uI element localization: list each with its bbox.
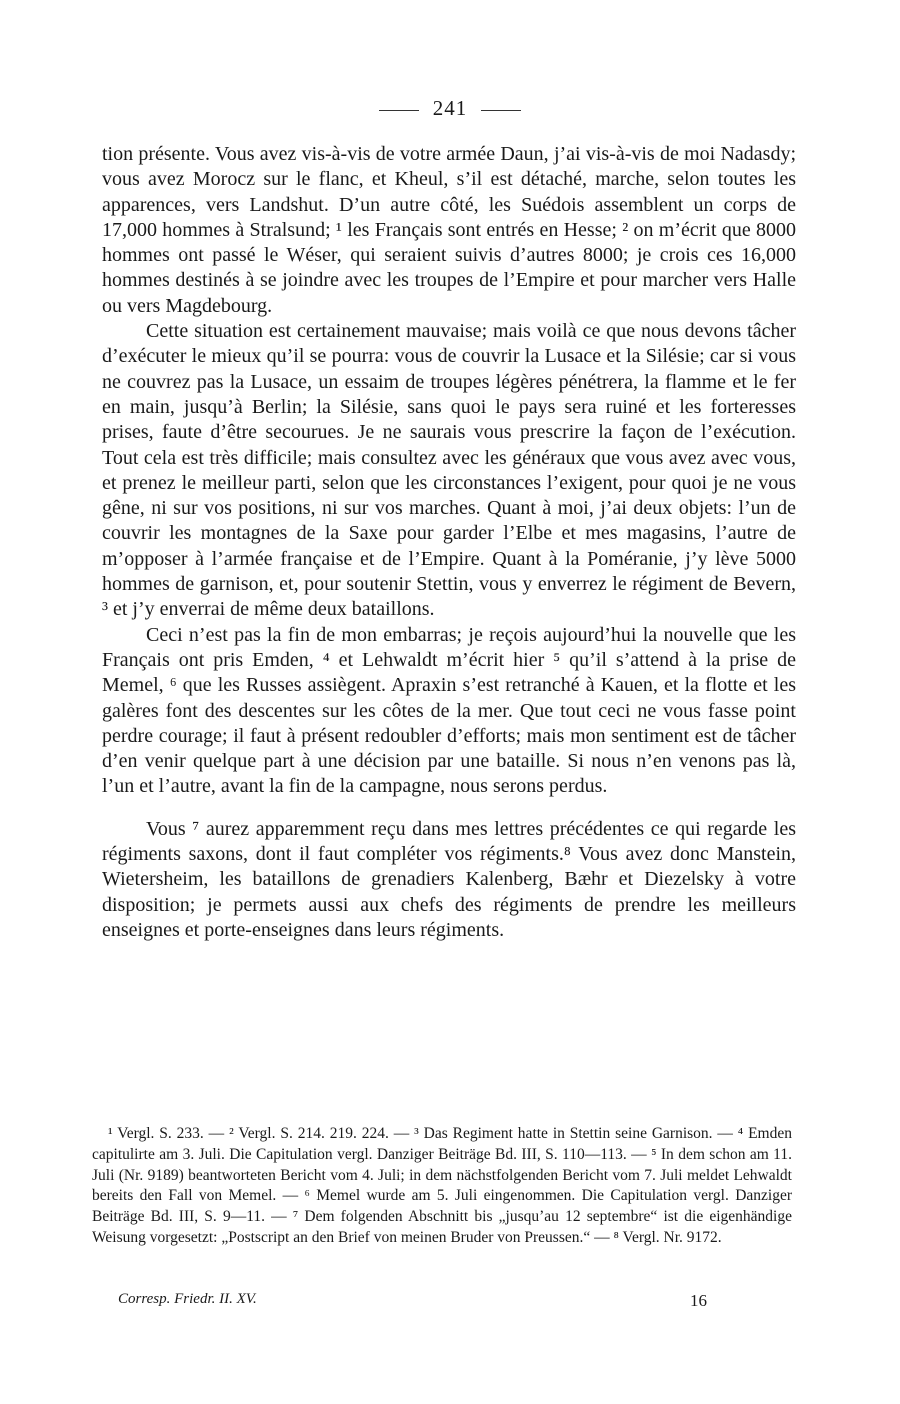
signature-mark: 16 [690,1291,707,1310]
page-footer [118,1291,718,1308]
paragraph-1: tion présente. Vous avez vis-à-vis de votre armée Daun, j’ai vis-à-vis de moi Nadasdy; vous avez Morocz sur le flanc, et Kheul, s’il est détaché, marche, selon toutes les apparences, vers Landshut. D’un autre côté, les Suédois assemblent un corps de 17,000 hommes à Stralsund; ¹ les Français sont entrés en Hesse; ² on m’écrit que 8000 hommes ont passé le Wéser, qui seraient suivis d’autres 8000; je crois ces 16,000 hommes destinés à se joindre avec les troupes de l’Empire et pour marcher vers Halle ou vers Magdebourg. [102,143,796,317]
body-text [102,142,796,943]
page-number: 241 [432,96,468,120]
header-rule-left [379,110,419,111]
page-header [0,96,900,121]
paragraph-4: Vous ⁷ aurez apparemment reçu dans mes lettres précédentes ce qui regarde les régiments saxons, dont il faut compléter vos régiments.⁸ Vous avez donc Manstein, Wietersheim, les bataillons de grenadiers Kalenberg, Bæhr et Diezelsky à votre disposition; je permets aussi aux chefs des régiments de prendre les meilleurs enseignes et porte-enseignes dans leurs régiments. [102,817,796,941]
footnote-text: ¹ Vergl. S. 233. — ² Vergl. S. 214. 219. 224. — ³ Das Regiment hatte in Stettin seine Garnison. — ⁴ Emden capitulirte am 3. Juli. Die Capitulation vergl. Danziger Beiträge Bd. III, S. 110—113. — ⁵ In dem schon am 11. Juli (Nr. 9189) beantworteten Bericht vom 4. Juli; in dem nächstfolgenden Bericht vom 7. Juli meldet Lehwaldt bereits den Fall von Memel. — ⁶ Memel wurde am 5. Juli eingenommen. Die Capitulation vergl. Danziger Beiträge Bd. III, S. 9—11. — ⁷ Dem folgenden Abschnitt bis „jusqu’au 12 septembre“ ist die eigenhändige Weisung vorgesetzt: „Postscript an den Brief von meinen Bruder von Preussen.“ — ⁸ Vergl. Nr. 9172. [92,1125,792,1246]
paragraph-2: Cette situation est certainement mauvaise; mais voilà ce que nous devons tâcher d’exécuter le mieux qu’il se pourra: vous de couvrir la Lusace et la Silésie; car si vous ne couvrez pas la Lusace, un essaim de troupes légères pénétrera, la flamme et le fer en main, jusqu’à Berlin; la Silésie, sans quoi le pays sera ruiné et les forteresses prises, faute d’être secourues. Je ne saurais vous prescrire la façon de l’exécution. Tout cela est très difficile; mais consultez avec les généraux que vous avez avec vous, et prenez le meilleur parti, selon que les circonstances l’exigent, pour quoi je ne vous gêne, ni sur vos positions, ni sur vos marches. Quant à moi, j’ai deux objets: l’un de couvrir les montagnes de la Saxe pour garder l’Elbe et mes magasins, l’autre de m’opposer à l’armée française et de l’Empire. Quant à la Poméranie, j’y lève 5000 hommes de garnison, et, pour soutenir Stettin, vous y enverrez le régiment de Bevern, ³ et j’y enverrai de même deux bataillons. [102,320,796,621]
header-rule-right [481,110,521,111]
source-reference: Corresp. Friedr. II. XV. [118,1291,257,1307]
paragraph-3: Ceci n’est pas la fin de mon embarras; je reçois aujourd’hui la nouvelle que les Français ont pris Emden, ⁴ et Lehwaldt m’écrit hier ⁵ qu’il s’attend à la prise de Memel, ⁶ que les Russes assiègent. Apraxin s’est retranché à Kauen, et la flotte et les galères font des descentes sur les côtes de la mer. Que tout ceci ne vous fasse point perdre courage; il faut à présent redoubler d’efforts; mais mon sentiment est de tâcher d’en venir quelque part à une décision par une bataille. Si nous n’en venons pas là, l’un et l’autre, avant la fin de la campagne, nous serons perdus. [102,623,796,798]
footnotes [92,1124,792,1249]
